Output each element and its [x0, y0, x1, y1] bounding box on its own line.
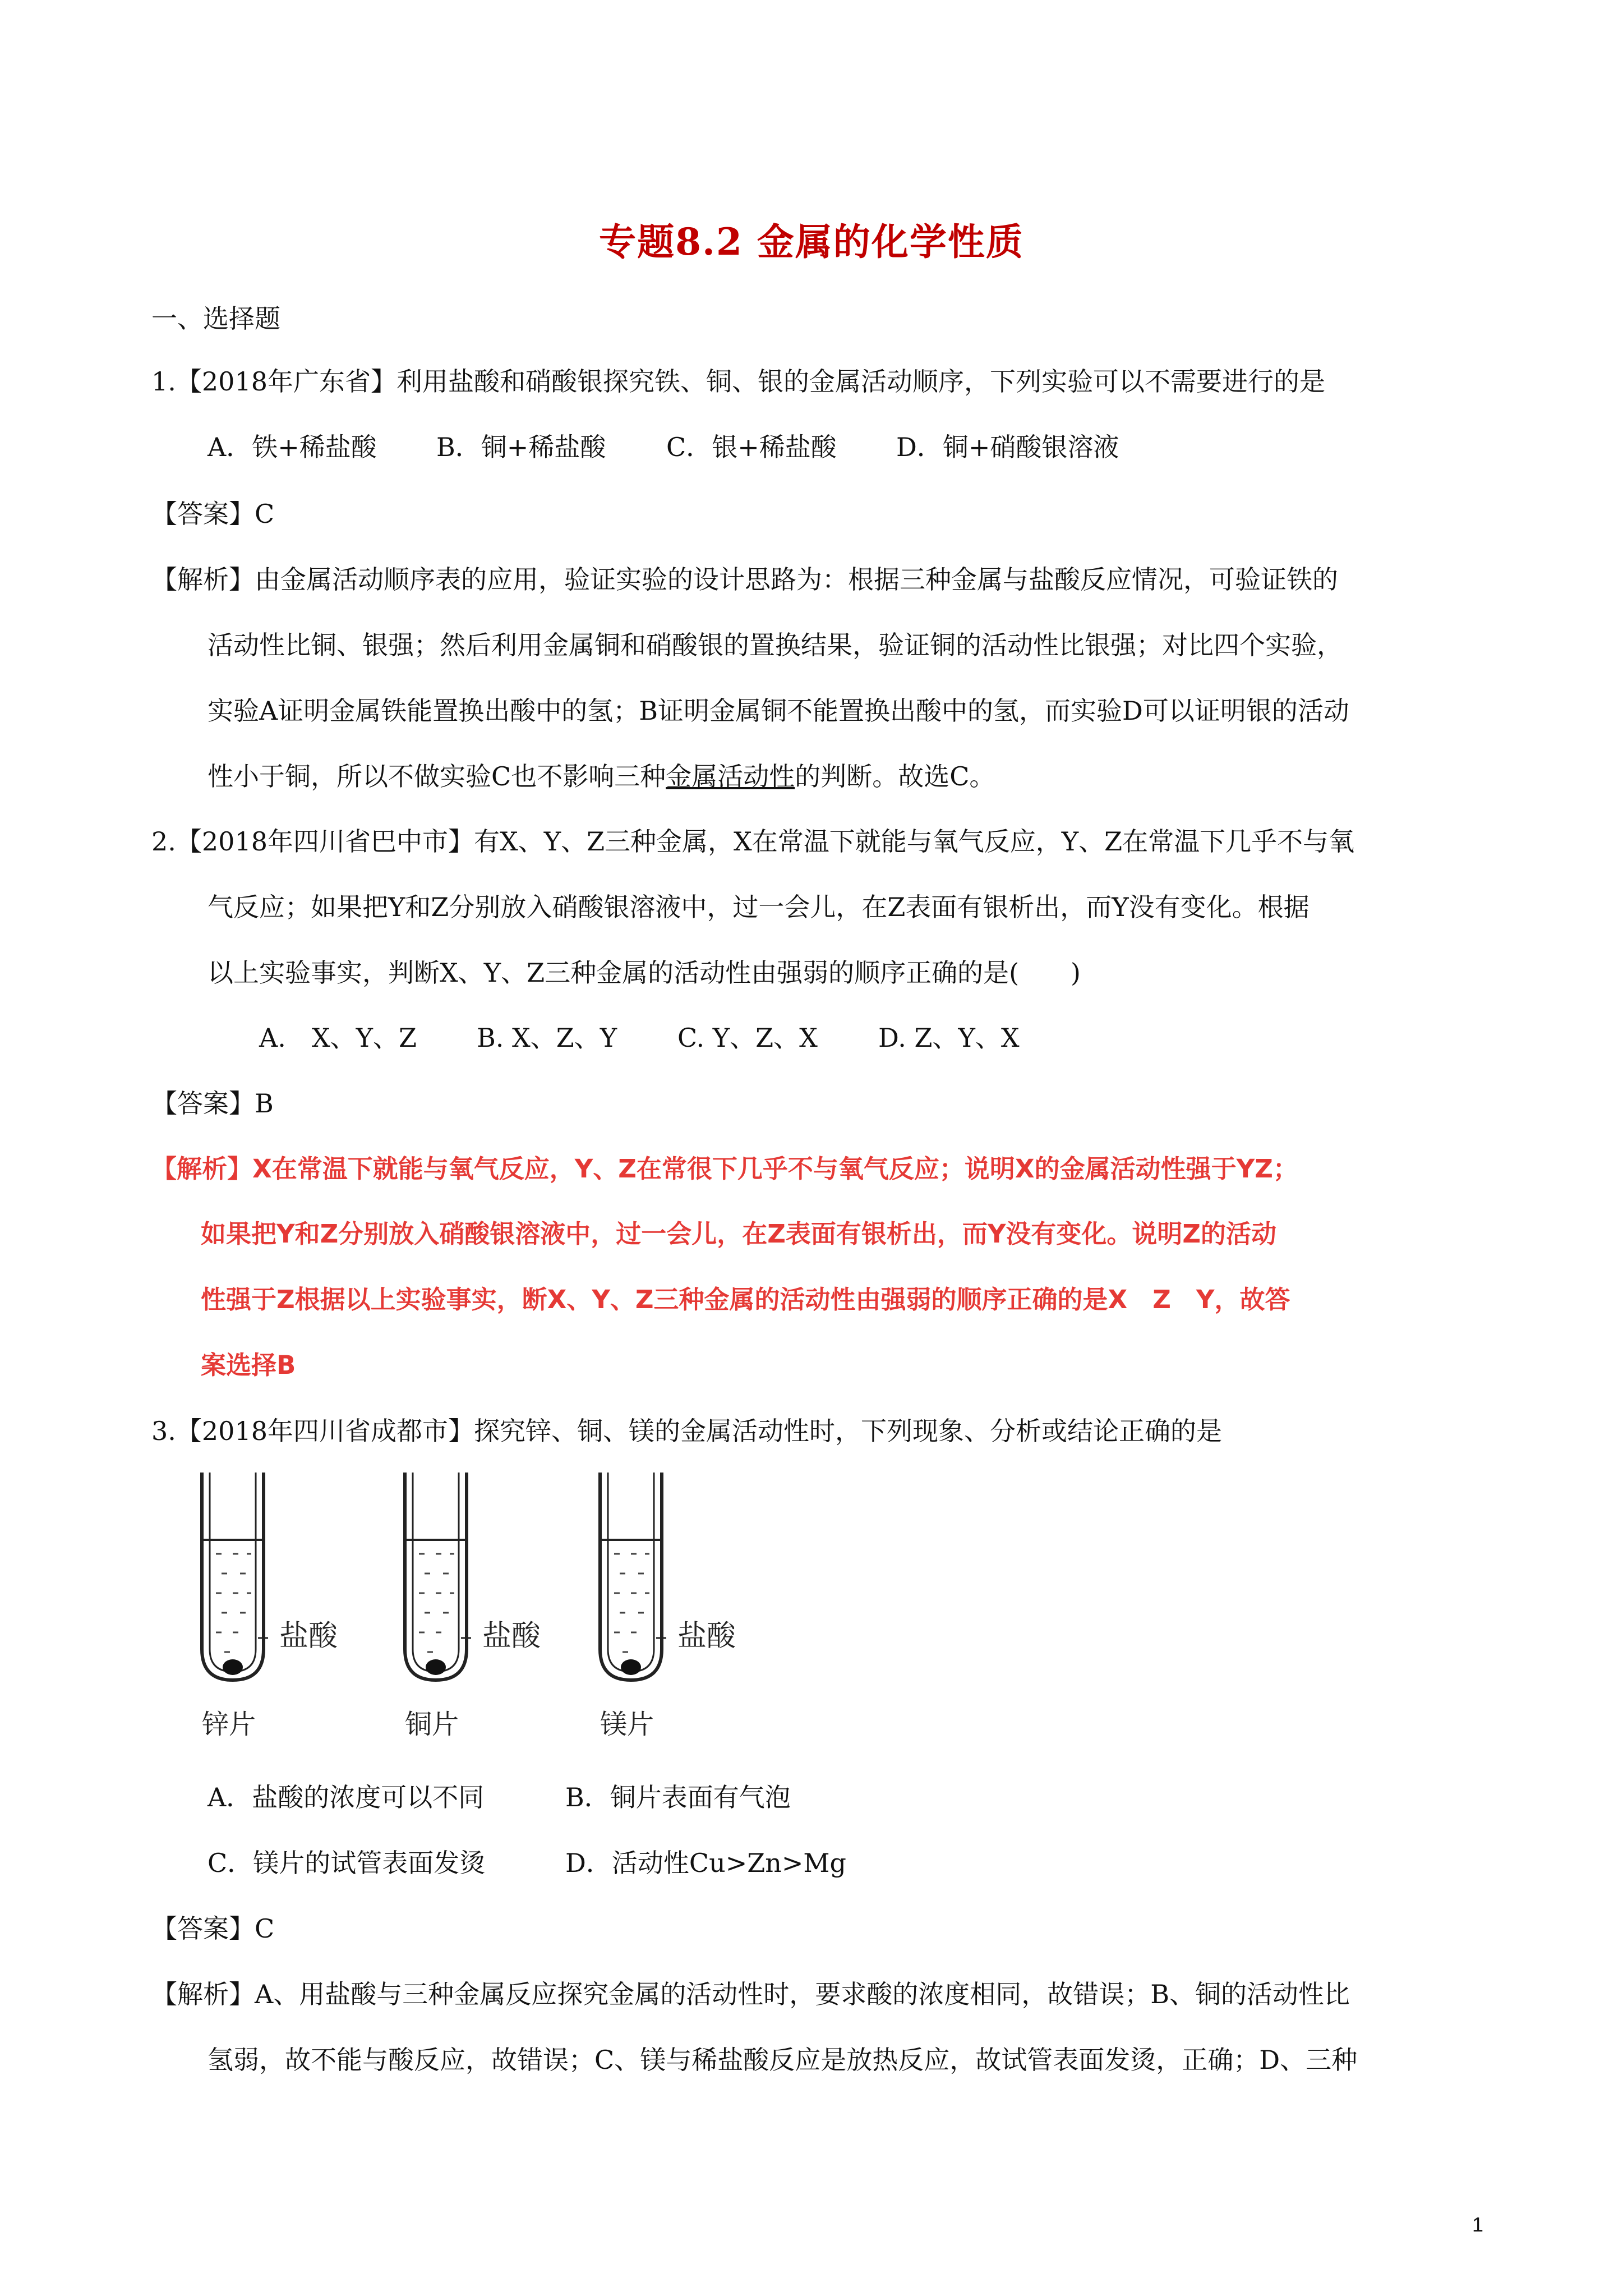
q3-option-c: C．镁片的试管表面发烫	[208, 1848, 486, 1878]
q1-analysis-underlined-term: 金属活动性	[666, 761, 795, 792]
q3-option-d: D．活动性Cu>Zn>Mg	[565, 1848, 846, 1878]
q1-analysis-line-4-pre: 性小于铜，所以不做实验C也不影响三种	[208, 761, 666, 792]
q1-option-c: C．银+稀盐酸	[666, 432, 837, 462]
q2-stem-line-2: 气反应；如果把Y和Z分别放入硝酸银溶液中，过一会儿，在Z表面有银析出，而Y没有变化。根据	[208, 892, 1310, 922]
q1-analysis-line-4	[208, 760, 995, 793]
test-tube-copper	[405, 1473, 471, 1680]
section-heading: 一、选择题	[151, 303, 280, 334]
q1-option-a: A．铁+稀盐酸	[208, 432, 377, 462]
q2-option-b: B. X、Z、Y	[477, 1023, 617, 1053]
q1-answer: 【答案】C	[151, 499, 275, 529]
metal-label-zinc: 锌片	[202, 1709, 256, 1740]
q3-analysis-line-2: 氢弱，故不能与酸反应，故错误；C、镁与稀盐酸反应是放热反应，故试管表面发烫，正确；D、三种	[208, 2045, 1358, 2075]
test-tubes-figure	[191, 1470, 763, 1756]
q2-option-a: A. X、Y、Z	[259, 1023, 417, 1053]
acid-label-1: 盐酸	[279, 1619, 338, 1653]
q3-answer: 【答案】C	[151, 1913, 275, 1944]
acid-label-2: 盐酸	[482, 1619, 541, 1653]
test-tube-magnesium	[600, 1473, 666, 1680]
test-tube-zinc	[202, 1473, 268, 1680]
q2-stem-line-1: 2.【2018年四川省巴中市】有X、Y、Z三种金属，X在常温下就能与氧气反应，Y、Z在常温下几乎不与氧	[151, 826, 1355, 857]
q2-analysis-line-1: 【解析】X在常温下就能与氧气反应，Y、Z在常很下几乎不与氧气反应；说明X的金属活动性强于YZ；	[151, 1154, 1298, 1184]
q1-analysis-line-1: 【解析】由金属活动顺序表的应用，验证实验的设计思路为：根据三种金属与盐酸反应情况，可验证铁的	[151, 564, 1338, 595]
q1-analysis-line-4-post: 的判断。故选C。	[795, 761, 995, 792]
q3-option-b: B．铜片表面有气泡	[565, 1782, 791, 1812]
q1-option-b: B．铜+稀盐酸	[436, 432, 606, 462]
q2-answer: 【答案】B	[151, 1088, 274, 1119]
q2-analysis-line-2: 如果把Y和Z分别放入硝酸银溶液中，过一会儿，在Z表面有银析出，而Y没有变化。说明Z的活动	[201, 1219, 1277, 1249]
q3-analysis-line-1: 【解析】A、用盐酸与三种金属反应探究金属的活动性时，要求酸的浓度相同，故错误；B、铜的活动性比	[151, 1979, 1350, 2009]
q3-stem: 3.【2018年四川省成都市】探究锌、铜、镁的金属活动性时，下列现象、分析或结论正确的是	[151, 1416, 1222, 1446]
q2-option-c: C. Y、Z、X	[677, 1023, 818, 1053]
q3-option-a: A．盐酸的浓度可以不同	[208, 1782, 485, 1812]
metal-label-magnesium: 镁片	[600, 1709, 654, 1740]
q1-stem: 1.【2018年广东省】利用盐酸和硝酸银探究铁、铜、银的金属活动顺序，下列实验可以不需要进行的是	[151, 366, 1325, 397]
page-title: 专题8.2 金属的化学性质	[599, 220, 1024, 264]
page-number: 1	[1472, 2213, 1484, 2236]
q1-option-d: D．铜+硝酸银溶液	[896, 432, 1119, 462]
q2-analysis-line-4: 案选择B	[201, 1350, 296, 1380]
q2-analysis-line-3: 性强于Z根据以上实验事实，断X、Y、Z三种金属的活动性由强弱的顺序正确的是X Z Y，故答	[201, 1285, 1290, 1314]
metal-label-copper: 铜片	[405, 1709, 459, 1740]
q2-stem-line-3: 以上实验事实，判断X、Y、Z三种金属的活动性由强弱的顺序正确的是( )	[208, 958, 1081, 988]
acid-label-3: 盐酸	[677, 1619, 736, 1653]
q1-analysis-line-2: 活动性比铜、银强；然后利用金属铜和硝酸银的置换结果，验证铜的活动性比银强；对比四个实验，	[208, 630, 1343, 660]
q1-analysis-line-3: 实验A证明金属铁能置换出酸中的氢；B证明金属铜不能置换出酸中的氢，而实验D可以证明银的活动	[208, 696, 1349, 726]
q2-option-d: D. Z、Y、X	[878, 1023, 1020, 1053]
